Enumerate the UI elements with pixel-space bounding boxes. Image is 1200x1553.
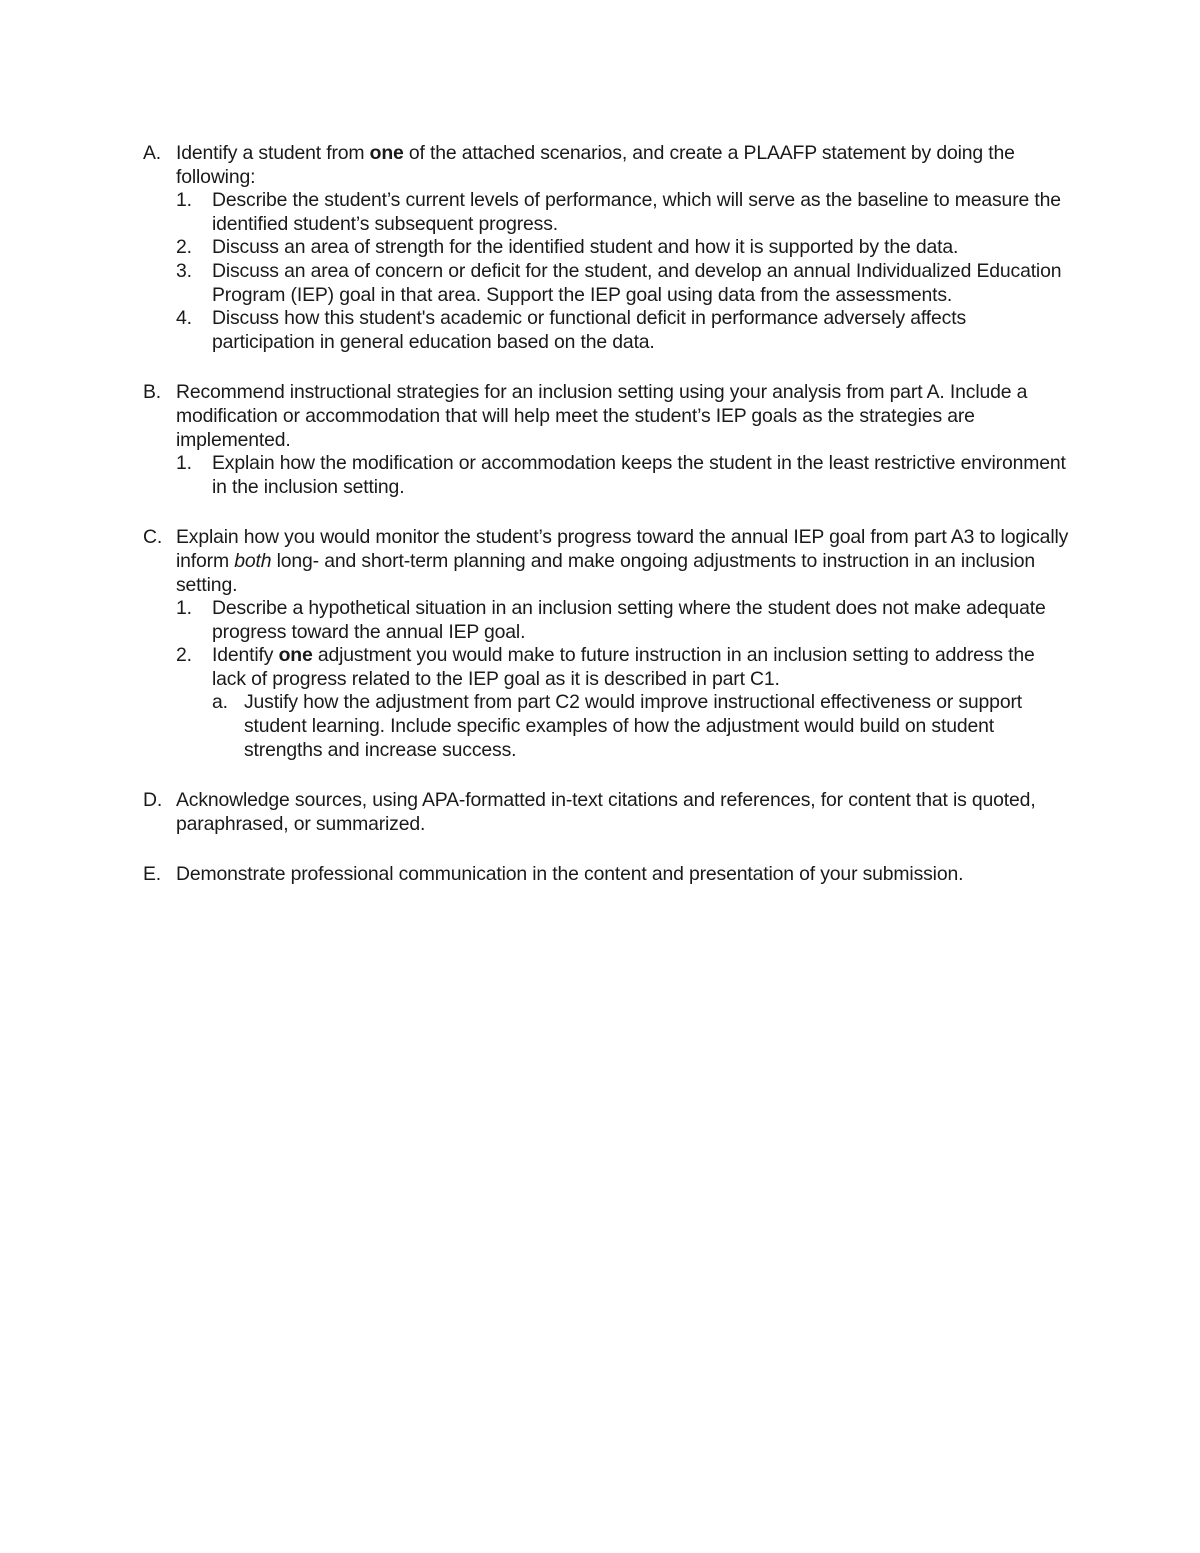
item-marker: 1. (176, 452, 192, 475)
list-item (176, 644, 1073, 762)
item-marker: 2. (176, 236, 192, 259)
sub-list (176, 452, 1073, 499)
sub-list (176, 189, 1073, 354)
section-text: Explain how you would monitor the student’s progress toward the annual IEP goal from part A3 to logically inform both long- and short-term planning and make ongoing adjustments to instruction in an inclusion setting. (176, 526, 1069, 596)
list-item (176, 597, 1073, 644)
list-item (176, 452, 1073, 499)
section-marker: C. (143, 526, 163, 549)
section-marker: A. (143, 142, 162, 164)
section-text: Recommend instructional strategies for an inclusion setting using your analysis from part A. Include a modification or accommodation that will help meet the student’s IEP goals as the strategies are implemented. (176, 381, 1028, 451)
item-marker: 2. (176, 644, 192, 667)
item-marker: 4. (176, 307, 192, 330)
section-b (143, 381, 1073, 499)
section-a (143, 142, 1073, 354)
item-text: Discuss an area of concern or deficit for the student, and develop an annual Individualized Education Program (IEP) goal in that area. Support the IEP goal using data from the assessments. (212, 259, 1062, 306)
emphasis-bold: one (278, 644, 313, 667)
list-item (176, 189, 1073, 236)
item-text: Identify one adjustment you would make to future instruction in an inclusion setting to address the lack of progress related to the IEP goal as it is described in part C1. (212, 644, 1035, 690)
item-text: Describe a hypothetical situation in an inclusion setting where the student does not make adequate progress toward the annual IEP goal. (212, 597, 1046, 643)
section-marker: E. (143, 863, 162, 886)
item-text: Discuss how this student's academic or functional deficit in performance adversely affects participation in general education based on the data. (212, 307, 966, 353)
item-text: Justify how the adjustment from part C2 would improve instructional effectiveness or support student learning. Include specific examples of how the adjustment would build on student strengths and increase success. (244, 691, 1022, 761)
section-e (143, 863, 1073, 887)
emphasis-italic: both (234, 549, 272, 572)
section-text: Demonstrate professional communication in the content and presentation of your submission. (176, 863, 964, 886)
sub-list (176, 597, 1073, 762)
section-marker: B. (143, 381, 162, 404)
task-instructions (143, 142, 1073, 914)
section-marker: D. (143, 789, 163, 812)
section-text: Acknowledge sources, using APA-formatted in-text citations and references, for content that is quoted, paraphrased, or summarized. (176, 789, 1036, 835)
list-item (176, 260, 1073, 307)
item-text: Discuss an area of strength for the identified student and how it is supported by the data. (212, 236, 959, 259)
item-marker: 1. (176, 189, 192, 212)
item-marker: a. (212, 691, 228, 714)
item-marker: 1. (176, 597, 192, 620)
sub-list-item (212, 691, 1073, 762)
item-text: Explain how the modification or accommodation keeps the student in the least restrictive environment in the inclusion setting. (212, 452, 1066, 498)
item-text: Describe the student’s current levels of performance, which will serve as the baseline to measure the identified student’s subsequent progress. (212, 189, 1061, 235)
list-item (176, 236, 1073, 260)
section-c (143, 526, 1073, 762)
list-item (176, 307, 1073, 354)
section-d (143, 789, 1073, 836)
section-text: Identify a student from one of the attached scenarios, and create a PLAAFP statement by doing the following: (176, 142, 1015, 188)
emphasis-bold: one (369, 142, 404, 164)
item-marker: 3. (176, 259, 192, 282)
